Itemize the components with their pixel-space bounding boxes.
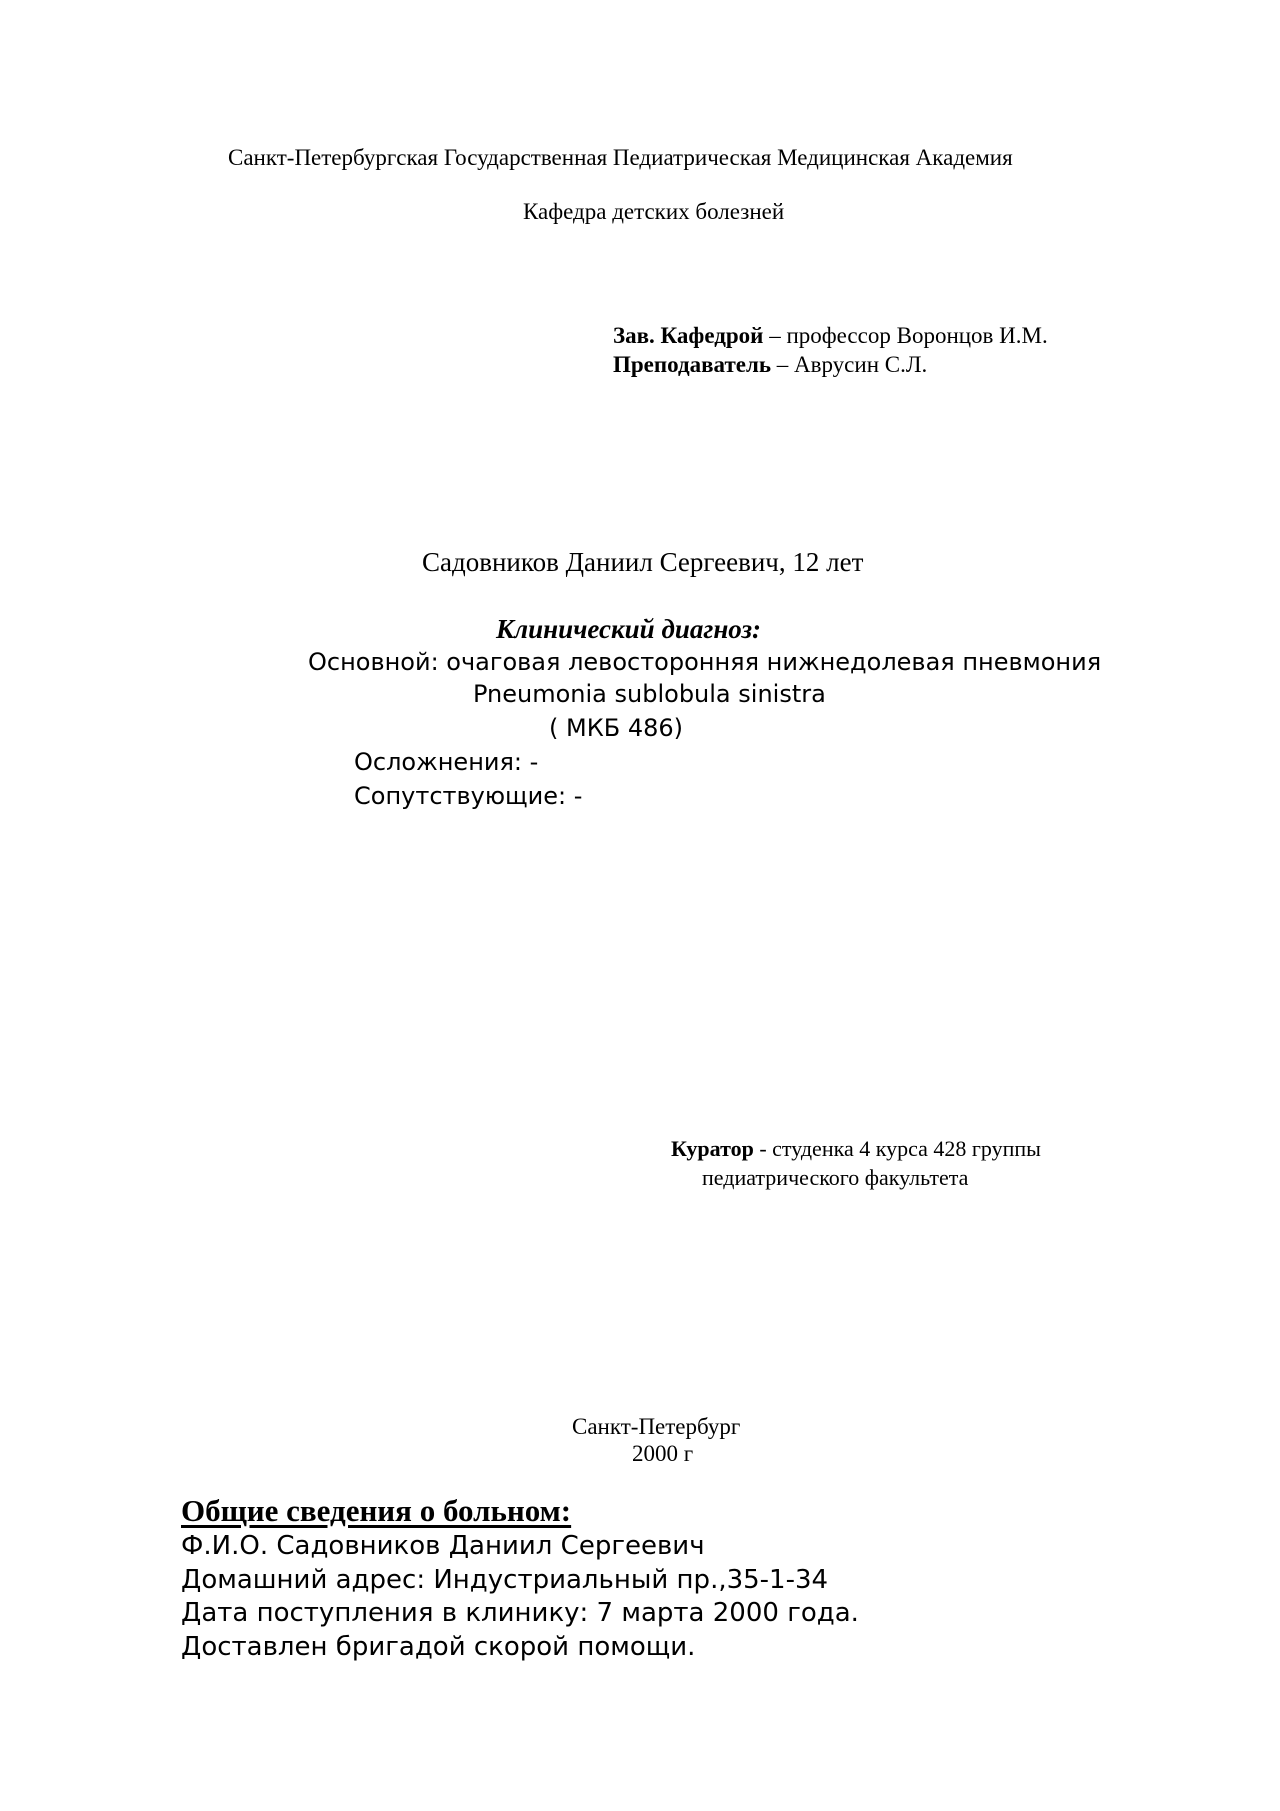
curator-label: Куратор	[671, 1136, 754, 1161]
footer-city: Санкт-Петербург	[572, 1414, 741, 1439]
diagnosis-latin: Pneumonia sublobula sinistra	[473, 680, 826, 708]
diagnosis-heading: Клинический диагноз:	[496, 614, 761, 644]
general-info-delivered-by: Доставлен бригадой скорой помощи.	[181, 1632, 696, 1662]
head-of-department	[613, 323, 1048, 349]
patient-name-age: Садовников Даниил Сергеевич, 12 лет	[422, 547, 864, 577]
general-info-admission-date: Дата поступления в клинику: 7 марта 2000 года.	[181, 1598, 859, 1628]
teacher	[613, 352, 927, 378]
diagnosis-main: Основной: очаговая левосторонняя нижнедолевая пневмония	[308, 648, 1102, 676]
diagnosis-concomitant: Сопутствующие: -	[354, 782, 583, 810]
footer-year: 2000 г	[632, 1441, 694, 1466]
department-title: Кафедра детских болезней	[523, 199, 785, 224]
general-info-heading: Общие сведения о больном:	[181, 1493, 572, 1528]
teacher-value: – Аврусин С.Л.	[771, 352, 928, 377]
diagnosis-complications: Осложнения: -	[354, 748, 539, 776]
curator-line	[671, 1136, 1041, 1162]
curator-value-line1: - студенка 4 курса 428 группы	[753, 1136, 1041, 1161]
head-value: – профессор Воронцов И.М.	[763, 323, 1048, 348]
head-label: Зав. Кафедрой	[613, 323, 764, 348]
institution-title: Санкт-Петербургская Государственная Педиатрическая Медицинская Академия	[228, 145, 1013, 170]
general-info-address: Домашний адрес: Индустриальный пр.,35-1-34	[181, 1565, 829, 1595]
teacher-label: Преподаватель	[613, 352, 772, 377]
curator-faculty: педиатрического факультета	[702, 1165, 969, 1190]
general-info-fio: Ф.И.О. Садовников Даниил Сергеевич	[181, 1531, 705, 1561]
diagnosis-icd: ( МКБ 486)	[549, 714, 684, 742]
